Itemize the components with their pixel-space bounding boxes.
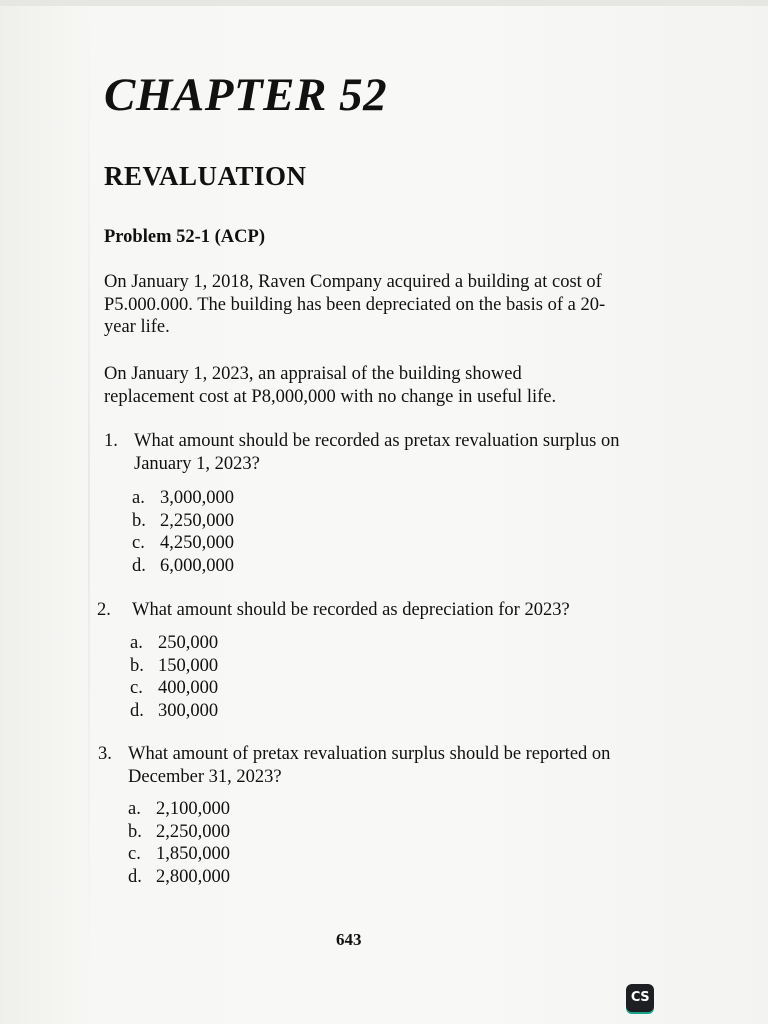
option-item: [130, 677, 218, 700]
camscanner-logo-icon: CS: [626, 984, 654, 1012]
option-value: 400,000: [158, 678, 219, 698]
question-text: What amount of pretax revaluation surplus should be reported on December 31, 2023?: [128, 744, 611, 787]
problem-label: Problem 52-1 (ACP): [104, 227, 265, 247]
option-letter: b.: [132, 510, 146, 531]
option-item: [132, 487, 234, 510]
question-2-options: [130, 632, 218, 722]
option-letter: c.: [130, 678, 143, 698]
option-item: [130, 632, 218, 655]
option-value: 250,000: [158, 633, 219, 653]
option-letter: b.: [130, 655, 144, 676]
option-value: 6,000,000: [160, 555, 234, 576]
question-3: [98, 743, 618, 793]
option-item: [130, 700, 218, 723]
chapter-title: CHAPTER 52: [104, 69, 388, 121]
option-value: 2,100,000: [156, 799, 230, 819]
option-value: 3,000,000: [160, 488, 234, 508]
question-text: What amount should be recorded as depreciation for 2023?: [132, 600, 570, 620]
option-letter: a.: [130, 633, 143, 653]
question-1-options: [132, 487, 234, 577]
question-number: 1.: [104, 431, 118, 451]
option-value: 4,250,000: [160, 533, 234, 553]
problem-paragraph: On January 1, 2023, an appraisal of the building showed replacement cost at P8,000,000 with no change in useful life.: [104, 364, 557, 407]
option-value: 2,800,000: [156, 866, 230, 887]
question-1: [104, 430, 624, 480]
option-value: 2,250,000: [156, 821, 230, 842]
option-item: [128, 798, 230, 821]
option-item: [128, 843, 230, 866]
option-value: 1,850,000: [156, 844, 230, 864]
option-item: [130, 655, 218, 678]
page-binding-shadow: [88, 0, 90, 980]
option-value: 2,250,000: [160, 510, 234, 531]
option-item: [132, 532, 234, 555]
option-letter: c.: [128, 844, 141, 864]
option-letter: c.: [132, 533, 145, 553]
page-number: 643: [336, 930, 362, 949]
option-item: [128, 866, 230, 889]
option-item: [132, 555, 234, 578]
question-2: [97, 599, 617, 625]
page-top-edge: [0, 0, 768, 6]
question-number: 2.: [97, 600, 111, 620]
option-letter: d.: [130, 700, 144, 721]
problem-paragraph: On January 1, 2018, Raven Company acquired a building at cost of P5.000.000. The building has been depreciated on the basis of a 20-year life.: [104, 272, 606, 337]
option-letter: a.: [128, 799, 141, 819]
question-3-options: [128, 798, 230, 888]
section-title: REVALUATION: [104, 161, 307, 191]
option-letter: b.: [128, 821, 142, 842]
option-letter: a.: [132, 488, 145, 508]
option-value: 300,000: [158, 700, 219, 721]
option-item: [128, 821, 230, 844]
option-letter: d.: [128, 866, 142, 887]
question-number: 3.: [98, 744, 112, 764]
option-letter: d.: [132, 555, 146, 576]
option-item: [132, 510, 234, 533]
option-value: 150,000: [158, 655, 219, 676]
question-text: What amount should be recorded as pretax revaluation surplus on January 1, 2023?: [134, 431, 620, 474]
